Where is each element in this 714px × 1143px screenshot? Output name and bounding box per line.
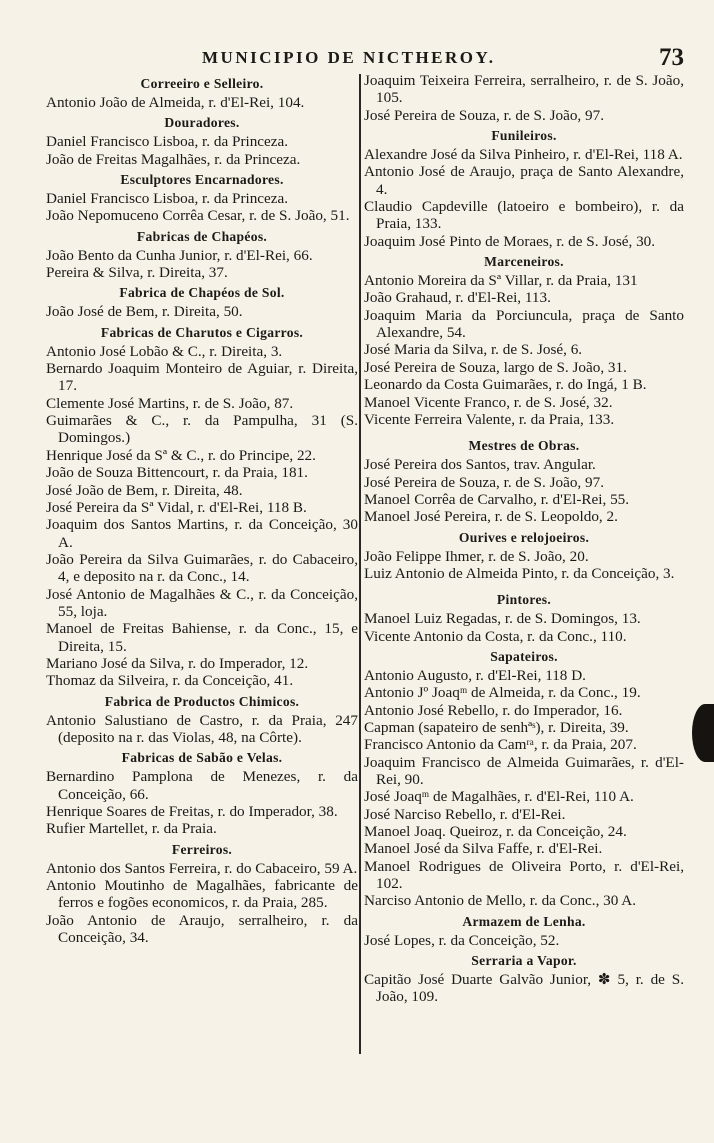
directory-entry: Antonio José de Araujo, praça de Santo Alexandre, 4.	[364, 163, 684, 198]
directory-entry: Joaquim Teixeira Ferreira, serralheiro, r. de S. João, 105.	[364, 72, 684, 107]
directory-entry: José Pereira de Souza, largo de S. João, 31.	[364, 358, 627, 376]
directory-entry: Antonio dos Santos Ferreira, r. do Cabaceiro, 59 A.	[46, 859, 358, 877]
directory-entry: Bernardino Pamplona de Menezes, r. da Conceição, 66.	[46, 768, 358, 803]
directory-entry: Vicente Ferreira Valente, r. da Praia, 133.	[364, 410, 615, 428]
section-heading: Fabrica de Productos Chimicos.	[104, 693, 300, 709]
directory-entry: José Joaqᵐ de Magalhães, r. d'El-Rei, 110 A.	[364, 788, 634, 806]
directory-entry: João Pereira da Silva Guimarães, r. do Cabaceiro, 4, e deposito na r. da Conc., 14.	[46, 550, 358, 586]
directory-entry: João Bento da Cunha Junior, r. d'El-Rei, 66.	[46, 246, 313, 264]
section-heading: Fabricas de Sabão e Velas.	[121, 750, 283, 766]
directory-entry: Manoel de Freitas Bahiense, r. da Conc., 15, e Direita, 15.	[46, 620, 358, 655]
directory-entry: Claudio Capdeville (latoeiro e bombeiro), r. da Praia, 133.	[364, 198, 684, 233]
section-heading: Serraria a Vapor.	[471, 953, 577, 969]
directory-entry: Antonio José Rebello, r. do Imperador, 16.	[364, 701, 623, 719]
directory-entry: Alexandre José da Silva Pinheiro, r. d'El-Rei, 118 A.	[364, 146, 683, 164]
section-heading: Correeiro e Selleiro.	[140, 76, 264, 91]
directory-entry: Antonio Augusto, r. d'El-Rei, 118 D.	[364, 666, 586, 684]
running-title: MUNICIPIO DE NICTHEROY.	[202, 48, 496, 67]
section-heading: Fabrica de Chapéos de Sol.	[119, 285, 285, 301]
right-column	[364, 72, 684, 1006]
section-heading: Armazem de Lenha.	[462, 913, 586, 929]
directory-entry: Henrique José da Sª & C., r. do Principe, 22.	[46, 446, 316, 464]
directory-entry: Antonio Salustiano de Castro, r. da Praia, 247 (deposito na r. das Violas, 48, na Côrte).	[46, 711, 358, 746]
directory-entry: Henrique Soares de Freitas, r. do Imperador, 38.	[46, 803, 338, 820]
directory-entry: Joaquim Maria da Porciuncula, praça de Santo Alexandre, 54.	[364, 306, 684, 342]
directory-entry: Manoel Luiz Regadas, r. de S. Domingos, 13.	[364, 610, 641, 628]
section-heading: Esculptores Encarnadores.	[120, 172, 284, 188]
directory-entry: Joaquim Francisco de Almeida Guimarães, r. d'El-Rei, 90.	[364, 753, 684, 788]
column-divider	[359, 74, 361, 1054]
section-heading: Funileiros.	[491, 128, 557, 144]
directory-entry: Antonio Moutinho de Magalhães, fabricante de ferros e fogões economicos, r. da Praia, 285.	[46, 877, 358, 912]
directory-entry: Thomaz da Silveira, r. da Conceição, 41.	[46, 672, 294, 690]
directory-entry: Antonio Jº Joaqᵐ de Almeida, r. da Conc., 19.	[364, 684, 641, 702]
section-heading: Pintores.	[496, 592, 552, 608]
directory-entry: Rufier Martellet, r. da Praia.	[46, 820, 217, 838]
directory-entry: Francisco Antonio da Camʳᵃ, r. da Praia, 207.	[364, 736, 637, 754]
directory-entry: Vicente Antonio da Costa, r. da Conc., 110.	[364, 627, 627, 645]
directory-entry: Antonio Moreira da Sª Villar, r. da Praia, 131	[364, 272, 638, 290]
directory-entry: Leonardo da Costa Guimarães, r. do Ingá, 1 B.	[364, 376, 647, 394]
directory-entry: João Grahaud, r. d'El-Rei, 113.	[364, 289, 551, 307]
section-heading: Fabricas de Chapéos.	[136, 228, 268, 244]
directory-entry: Manoel Rodrigues de Oliveira Porto, r. d'El-Rei, 102.	[364, 857, 684, 893]
section-heading: Marceneiros.	[484, 254, 564, 270]
directory-entry: João Nepomuceno Corrêa Cesar, r. de S. João, 51.	[46, 207, 350, 225]
directory-entry: José Pereira de Souza, r. de S. João, 97.	[364, 473, 604, 491]
section-heading: Fabricas de Charutos e Cigarros.	[100, 324, 304, 340]
directory-entry: José Pereira da Sª Vidal, r. d'El-Rei, 118 B.	[46, 498, 307, 516]
directory-entry: Narciso Antonio de Mello, r. da Conc., 30 A.	[364, 892, 637, 910]
directory-entry: Daniel Francisco Lisboa, r. da Princeza.	[46, 190, 289, 208]
directory-entry: José Lopes, r. da Conceição, 52.	[364, 931, 560, 949]
directory-entry: Capman (sapateiro de senhªˢ), r. Direita, 39.	[364, 718, 629, 736]
directory-entry: Mariano José da Silva, r. do Imperador, 12.	[46, 654, 309, 672]
directory-entry: Daniel Francisco Lisboa, r. da Princeza.	[46, 133, 289, 151]
directory-entry: Joaquim dos Santos Martins, r. da Conceição, 30 A.	[46, 516, 358, 551]
directory-entry: Manoel Corrêa de Carvalho, r. d'El-Rei, 55.	[364, 490, 630, 508]
directory-entry: Guimarães & C., r. da Pampulha, 31 (S. Domingos.)	[46, 412, 358, 447]
directory-entry: Manoel José Pereira, r. de S. Leopoldo, 2.	[364, 508, 618, 526]
page-number: 73	[659, 44, 684, 71]
directory-entry: José Narciso Rebello, r. d'El-Rei.	[364, 805, 566, 823]
directory-entry: Antonio João de Almeida, r. d'El-Rei, 104.	[46, 94, 305, 111]
section-heading: Sapateiros.	[490, 648, 558, 664]
directory-entry: João José de Bem, r. Direita, 50.	[46, 303, 243, 321]
section-heading: Douradores.	[164, 115, 240, 131]
directory-entry: Clemente José Martins, r. de S. João, 87.	[46, 394, 294, 412]
directory-entry: Antonio José Lobão & C., r. Direita, 3.	[46, 342, 283, 360]
directory-entry: Bernardo Joaquim Monteiro de Aguiar, r. Direita, 17.	[46, 360, 358, 395]
directory-entry: Manoel José da Silva Faffe, r. d'El-Rei.	[364, 840, 603, 858]
directory-entry: Pereira & Silva, r. Direita, 37.	[46, 264, 228, 282]
directory-entry: João de Souza Bittencourt, r. da Praia, 181.	[46, 464, 308, 482]
directory-entry: Joaquim José Pinto de Moraes, r. de S. José, 30.	[364, 232, 656, 250]
directory-entry: José Maria da Silva, r. de S. José, 6.	[364, 341, 583, 359]
directory-entry: José João de Bem, r. Direita, 48.	[46, 481, 243, 499]
directory-entry: João Antonio de Araujo, serralheiro, r. da Conceição, 34.	[46, 911, 358, 947]
directory-entry: José Pereira de Souza, r. de S. João, 97.	[364, 106, 604, 124]
left-column	[46, 72, 358, 946]
section-heading: Mestres de Obras.	[468, 438, 580, 454]
section-heading: Ourives e relojoeiros.	[458, 529, 590, 545]
directory-entry: Manoel Joaq. Queiroz, r. da Conceição, 24.	[364, 823, 627, 841]
directory-entry: Luiz Antonio de Almeida Pinto, r. da Conceição, 3.	[364, 564, 675, 582]
directory-entry: José Antonio de Magalhães & C., r. da Conceição, 55, loja.	[46, 585, 358, 620]
directory-entry: João de Freitas Magalhães, r. da Princeza.	[46, 150, 301, 168]
section-heading: Ferreiros.	[171, 841, 233, 857]
directory-entry: Capitão José Duarte Galvão Junior, ✽ 5, r. de S. João, 109.	[364, 971, 684, 1006]
directory-entry: Manoel Vicente Franco, r. de S. José, 32.	[364, 393, 613, 411]
ink-blot	[692, 704, 714, 762]
directory-entry: José Pereira dos Santos, trav. Angular.	[364, 456, 596, 474]
directory-entry: João Felippe Ihmer, r. de S. João, 20.	[364, 547, 589, 565]
